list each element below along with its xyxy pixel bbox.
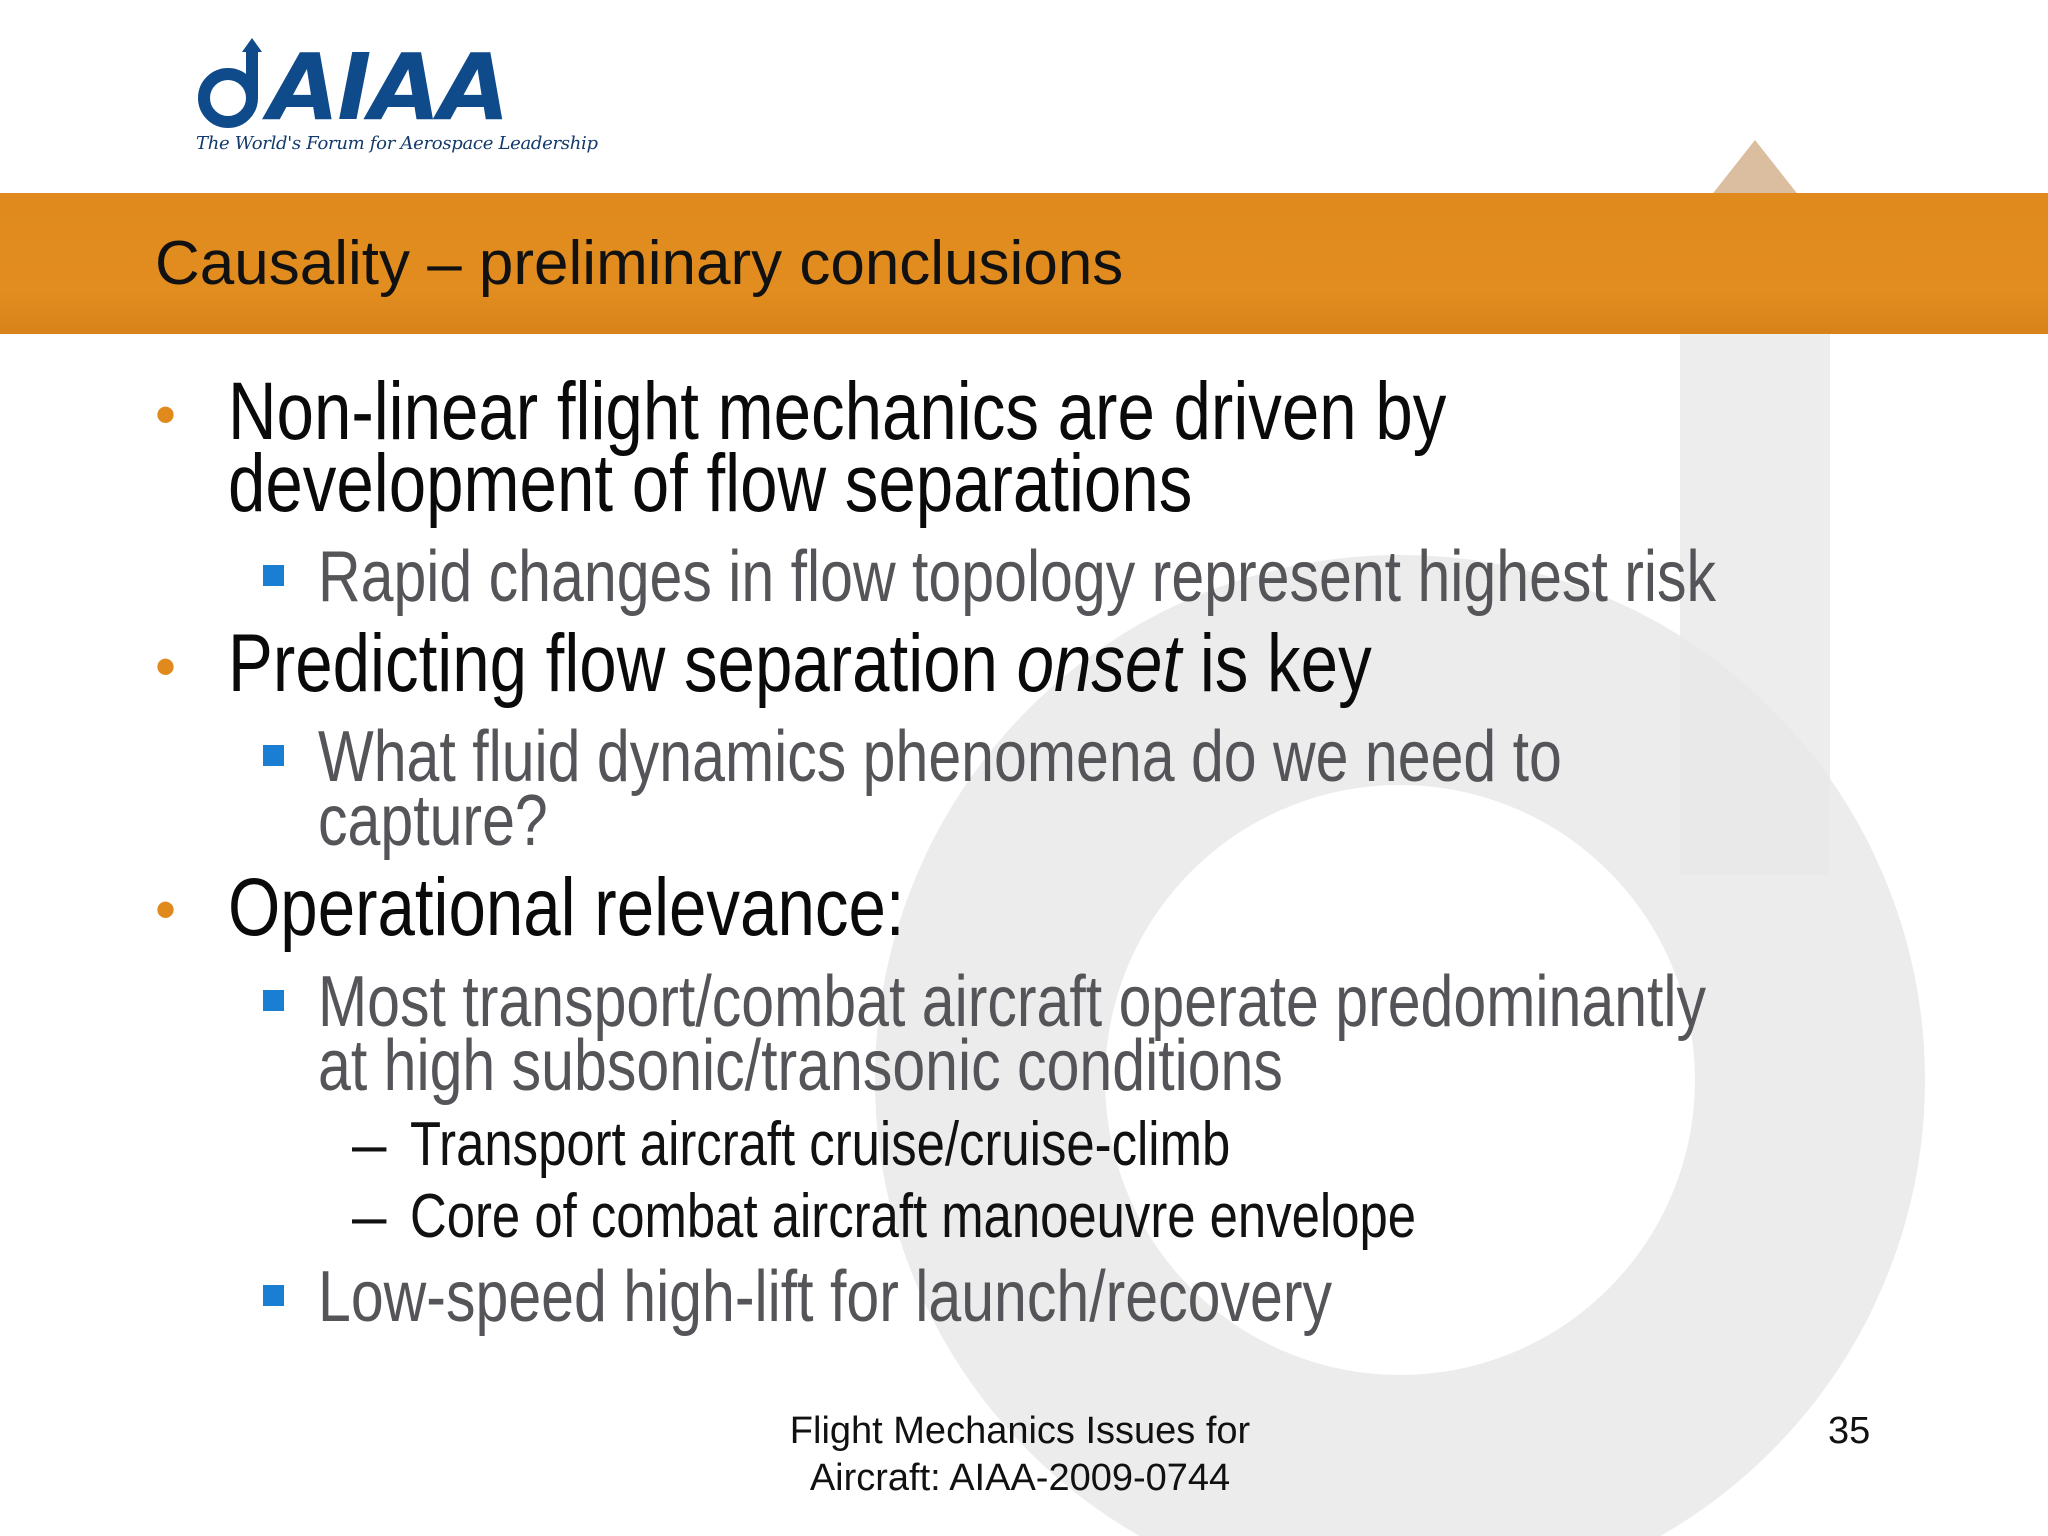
bullet-2-sub-1-line-2: capture? [318, 781, 548, 861]
sub-bullet-square-icon [263, 565, 284, 586]
logo-wordmark: AIAA [268, 34, 508, 141]
bullet-2-sub-1-line-1: What fluid dynamics phenomena do we need to [318, 717, 1562, 797]
bullet-3-sub-1-item-2: Core of combat aircraft manoeuvre envelope [410, 1182, 1417, 1251]
footer-line-1: Flight Mechanics Issues for [789, 1410, 1251, 1452]
bullet-3-sub-1-item-1: Transport aircraft cruise/cruise-climb [410, 1110, 1231, 1179]
bullet-dot-icon: • [155, 381, 177, 448]
bullet-2-text-before: Predicting flow separation [228, 618, 1017, 709]
footer-citation [740, 1408, 1300, 1502]
bullet-1-sub-1: Rapid changes in flow topology represent highest risk [318, 537, 1717, 617]
dash-bullet-icon: – [352, 1110, 387, 1179]
bullet-3-sub-1-line-1: Most transport/combat aircraft operate predominantly [318, 962, 1707, 1042]
bullet-2-line-1 [228, 618, 1372, 709]
bullet-3-sub-2: Low-speed high-lift for launch/recovery [318, 1257, 1333, 1337]
bullet-3-line-1: Operational relevance: [228, 862, 905, 953]
slide-title: Causality – preliminary conclusions [155, 229, 1124, 298]
sub-bullet-square-icon [263, 1285, 284, 1306]
bullet-1-line-1: Non-linear flight mechanics are driven by [228, 366, 1447, 457]
sub-bullet-square-icon [263, 745, 284, 766]
dash-bullet-icon: – [352, 1182, 387, 1251]
page-number: 35 [1828, 1410, 1871, 1452]
bullet-2-text-emphasis: onset [1016, 618, 1182, 709]
bullet-dot-icon: • [155, 876, 177, 943]
logo-tagline: The World's Forum for Aerospace Leadership [196, 133, 598, 154]
bullet-2-text-after: is key [1181, 618, 1372, 709]
bullet-3-sub-1-line-2: at high subsonic/transonic conditions [318, 1026, 1283, 1106]
bullet-1-line-2: development of flow separations [228, 438, 1193, 529]
footer-line-2: Aircraft: AIAA-2009-0744 [809, 1457, 1231, 1499]
bullet-dot-icon: • [155, 633, 177, 700]
sub-bullet-square-icon [263, 990, 284, 1011]
